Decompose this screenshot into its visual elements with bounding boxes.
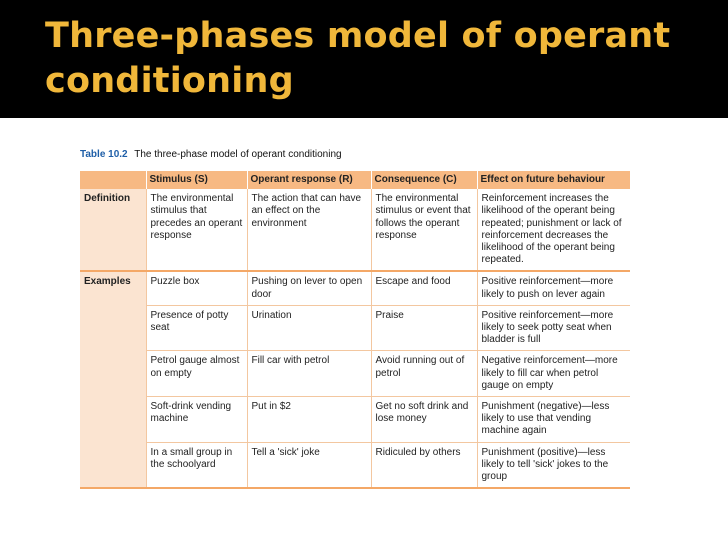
example-effect: Punishment (negative)—less likely to use that vending machine again: [477, 397, 630, 443]
header-consequence: Consequence (C): [371, 171, 477, 189]
examples-label-blank: [80, 305, 146, 351]
example-response: Pushing on lever to open door: [247, 271, 371, 305]
slide-title: Three-phases model of operant conditioning: [45, 16, 671, 101]
operant-conditioning-table: [80, 171, 630, 489]
table-row: [80, 442, 630, 488]
example-stimulus: Soft-drink vending machine: [146, 397, 247, 443]
example-stimulus: Puzzle box: [146, 271, 247, 305]
example-consequence: Praise: [371, 305, 477, 351]
examples-label-blank: [80, 351, 146, 397]
header-corner: [80, 171, 146, 189]
example-stimulus: Petrol gauge almost on empty: [146, 351, 247, 397]
table-row: [80, 271, 630, 305]
table-row: [80, 397, 630, 443]
definition-stimulus: The environmental stimulus that precedes an operant response: [146, 189, 247, 271]
definition-response: The action that can have an effect on the environment: [247, 189, 371, 271]
example-response: Urination: [247, 305, 371, 351]
table-row: [80, 351, 630, 397]
examples-label-blank: [80, 442, 146, 488]
example-consequence: Ridiculed by others: [371, 442, 477, 488]
example-stimulus: In a small group in the schoolyard: [146, 442, 247, 488]
definition-effect: Reinforcement increases the likelihood of the operant being repeated; punishment or lack of reinforcement decreases the likelihood of the operant being repeated.: [477, 189, 630, 271]
header-effect: Effect on future behaviour: [477, 171, 630, 189]
table-row: [80, 305, 630, 351]
table-caption-text: The three-phase model of operant conditioning: [134, 149, 342, 160]
definition-consequence: The environmental stimulus or event that follows the operant response: [371, 189, 477, 271]
example-effect: Punishment (positive)—less likely to tell 'sick' jokes to the group: [477, 442, 630, 488]
examples-label: Examples: [80, 271, 146, 305]
example-stimulus: Presence of potty seat: [146, 305, 247, 351]
example-consequence: Avoid running out of petrol: [371, 351, 477, 397]
definition-row: [80, 189, 630, 271]
header-operant-response: Operant response (R): [247, 171, 371, 189]
examples-label-blank: [80, 397, 146, 443]
title-bar: [0, 0, 728, 118]
example-effect: Positive reinforcement—more likely to push on lever again: [477, 271, 630, 305]
example-consequence: Escape and food: [371, 271, 477, 305]
table-caption-number: Table 10.2: [80, 149, 128, 160]
example-response: Put in $2: [247, 397, 371, 443]
example-effect: Positive reinforcement—more likely to seek potty seat when bladder is full: [477, 305, 630, 351]
table-header-row: [80, 171, 630, 189]
example-response: Tell a 'sick' joke: [247, 442, 371, 488]
table-caption: [80, 149, 342, 160]
example-consequence: Get no soft drink and lose money: [371, 397, 477, 443]
example-response: Fill car with petrol: [247, 351, 371, 397]
header-stimulus: Stimulus (S): [146, 171, 247, 189]
definition-label: Definition: [80, 189, 146, 271]
example-effect: Negative reinforcement—more likely to fill car when petrol gauge on empty: [477, 351, 630, 397]
